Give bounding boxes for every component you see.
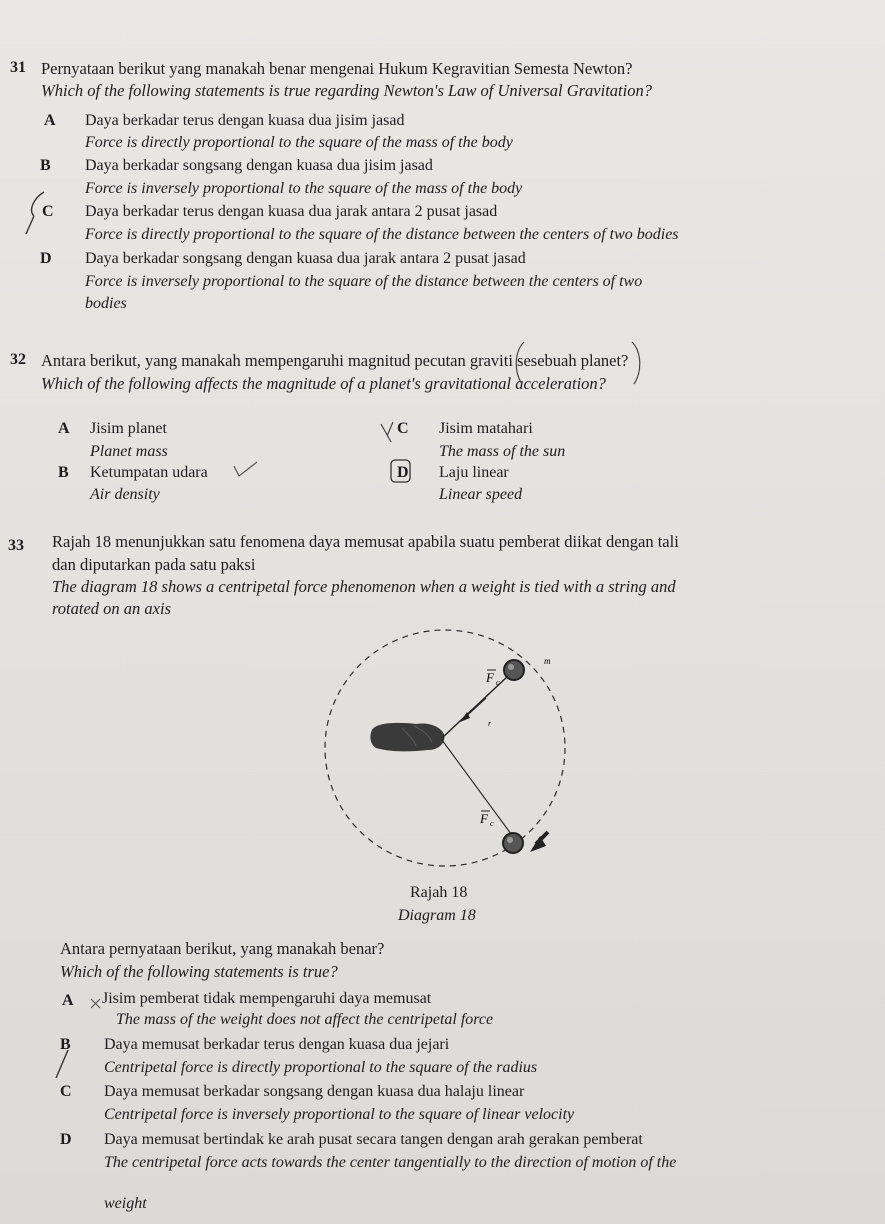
question-text-en: Which of the following affects the magnitude of a planet's gravitational acceleration? xyxy=(41,374,606,393)
question-number: 31 xyxy=(10,59,26,76)
option-text-en-continued[interactable]: bodies xyxy=(85,295,127,312)
diagram-caption-ms: Rajah 18 xyxy=(410,884,468,901)
question-text-ms: Antara berikut, yang manakah mempengaruhi magnitud pecutan graviti sesebuah planet? xyxy=(41,351,629,370)
radius-label: r xyxy=(488,719,492,728)
option-text-en[interactable]: The mass of the sun xyxy=(439,443,566,460)
option-text-en[interactable]: Force is inversely proportional to the square of the distance between the centers of two xyxy=(85,273,643,290)
diagram-18 xyxy=(310,618,600,878)
pen-tick-mark xyxy=(52,1048,72,1082)
option-text-ms[interactable]: Jisim pemberat tidak mempengaruhi daya memusat xyxy=(102,990,432,1007)
option-text-en[interactable]: Air density xyxy=(90,486,160,503)
mass-label: m xyxy=(544,656,551,666)
option-letter[interactable]: D xyxy=(60,1131,72,1148)
mass-top xyxy=(504,660,524,680)
mass-bottom xyxy=(503,833,523,853)
option-text-en[interactable]: Planet mass xyxy=(90,443,168,460)
option-letter[interactable]: C xyxy=(42,203,54,220)
option-letter[interactable]: D xyxy=(40,250,52,267)
option-text-en[interactable]: Linear speed xyxy=(439,486,523,503)
option-text-en[interactable]: Force is directly proportional to the square of the mass of the body xyxy=(85,134,513,151)
option-text-en[interactable]: Force is inversely proportional to the square of the mass of the body xyxy=(85,180,523,197)
option-letter[interactable]: B xyxy=(60,1036,71,1053)
pen-bracket-mark xyxy=(510,338,530,388)
force-label-bottom: F xyxy=(480,811,488,826)
circular-path xyxy=(325,630,565,866)
option-letter[interactable]: A xyxy=(62,992,74,1009)
force-label-top: F xyxy=(486,670,494,685)
option-text-en[interactable]: The mass of the weight does not affect the centripetal force xyxy=(116,1011,494,1028)
svg-text:c: c xyxy=(496,678,500,687)
question-text-ms: Pernyataan berikut yang manakah benar mengenai Hukum Kegravitian Semesta Newton? xyxy=(41,59,633,78)
option-text-en-continued[interactable]: weight xyxy=(104,1195,147,1212)
option-text-ms[interactable]: Daya berkadar terus dengan kuasa dua jarak antara 2 pusat jasad xyxy=(85,203,498,220)
option-text-en[interactable]: Force is directly proportional to the square of the distance between the centers of two bodies xyxy=(85,226,679,243)
hand-icon xyxy=(370,723,444,751)
option-text-ms[interactable]: Daya berkadar songsang dengan kuasa dua jarak antara 2 pusat jasad xyxy=(85,250,526,267)
option-letter[interactable]: A xyxy=(44,112,56,129)
pen-cross-mark xyxy=(377,418,399,446)
pen-tick-mark xyxy=(231,458,261,480)
pen-cross-mark xyxy=(88,996,104,1012)
option-letter[interactable]: B xyxy=(40,157,51,174)
question-number: 33 xyxy=(8,537,24,554)
option-text-en[interactable]: Centripetal force is directly proportional to the square of the radius xyxy=(104,1059,538,1076)
option-letter[interactable]: A xyxy=(58,420,70,437)
option-text-ms[interactable]: Daya berkadar songsang dengan kuasa dua jisim jasad xyxy=(85,157,433,174)
option-letter[interactable]: D xyxy=(397,464,409,481)
question-text-ms: Rajah 18 menunjukkan satu fenomena daya memusat apabila suatu pemberat diikat dengan tali xyxy=(52,532,679,551)
option-letter[interactable]: C xyxy=(60,1083,72,1100)
question-text-en: The diagram 18 shows a centripetal force phenomenon when a weight is tied with a string and xyxy=(52,577,676,596)
option-text-ms[interactable]: Ketumpatan udara xyxy=(90,464,208,481)
option-text-ms[interactable]: Jisim matahari xyxy=(439,420,533,437)
option-text-ms[interactable]: Daya memusat berkadar terus dengan kuasa dua jejari xyxy=(104,1036,450,1053)
option-text-ms[interactable]: Laju linear xyxy=(439,464,509,481)
option-text-ms[interactable]: Jisim planet xyxy=(90,420,167,437)
question-text-ms-continued: dan diputarkan pada satu paksi xyxy=(52,555,256,574)
option-letter[interactable]: B xyxy=(58,464,69,481)
question-number: 32 xyxy=(10,351,26,368)
option-text-en[interactable]: The centripetal force acts towards the center tangentially to the direction of motion of the xyxy=(104,1154,677,1171)
option-text-ms[interactable]: Daya berkadar terus dengan kuasa dua jisim jasad xyxy=(85,112,405,129)
question-prompt-en: Which of the following statements is true? xyxy=(60,962,338,981)
option-text-en[interactable]: Centripetal force is inversely proportional to the square of linear velocity xyxy=(104,1106,575,1123)
option-text-ms[interactable]: Daya memusat berkadar songsang dengan kuasa dua halaju linear xyxy=(104,1083,525,1100)
diagram-caption-en: Diagram 18 xyxy=(398,907,476,924)
option-letter[interactable]: C xyxy=(397,420,409,437)
question-text-en: Which of the following statements is true regarding Newton's Law of Universal Gravitation? xyxy=(41,81,652,100)
pen-bracket-mark xyxy=(628,338,648,388)
question-text-en-continued: rotated on an axis xyxy=(52,599,172,618)
svg-text:c: c xyxy=(490,819,494,828)
pen-tick-mark xyxy=(20,188,50,240)
option-text-ms[interactable]: Daya memusat bertindak ke arah pusat secara tangen dengan arah gerakan pemberat xyxy=(104,1131,643,1148)
answer-circle-mark xyxy=(388,457,414,485)
question-prompt-ms: Antara pernyataan berikut, yang manakah benar? xyxy=(60,939,385,958)
string-bottom xyxy=(442,740,514,838)
